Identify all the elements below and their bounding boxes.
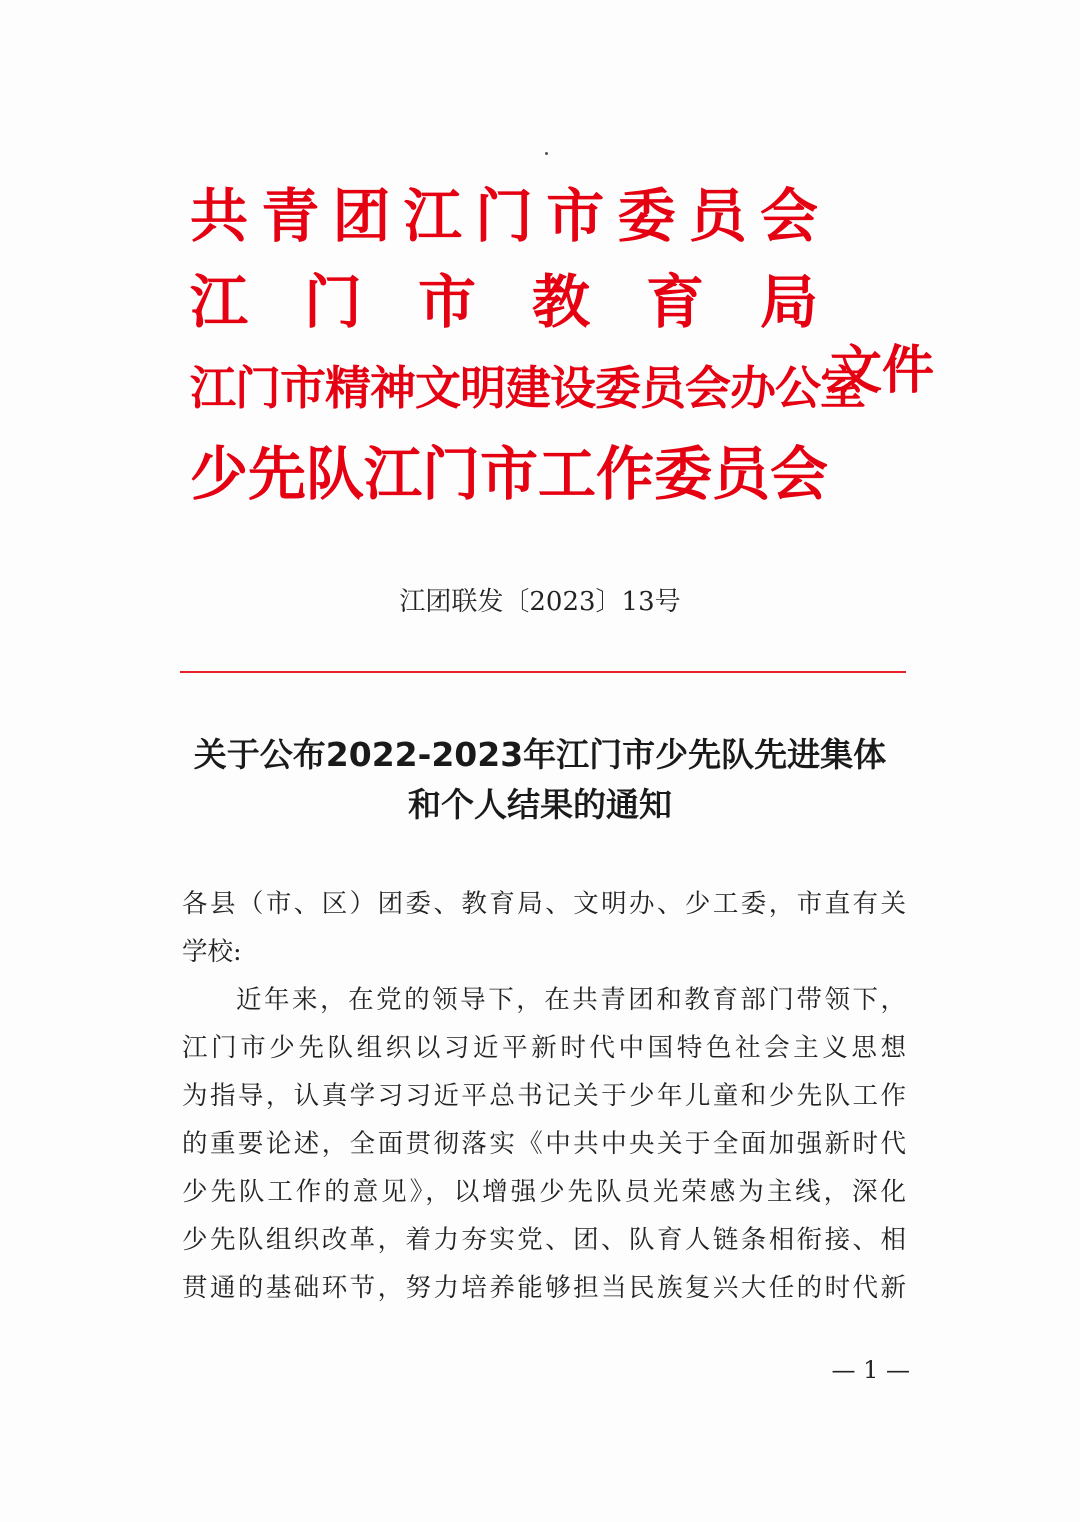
issuer-line-4: 少先队江门市工作委员会: [190, 440, 829, 508]
page-number: — 1 —: [831, 1356, 910, 1384]
paragraph-line: 的重要论述，全面贯彻落实《中共中央关于全面加强新时代: [182, 1129, 906, 1159]
notice-title-line-1: 关于公布2022-2023年江门市少先队先进集体: [193, 735, 887, 774]
document-type-label: 文件: [830, 341, 935, 401]
salutation-line-1: 各县（市、区）团委、教育局、文明办、少工委，市直有关: [182, 889, 906, 919]
paragraph-line: 江门市少先队组织以习近平新时代中国特色社会主义思想: [182, 1033, 906, 1063]
paragraph-line: 少先队组织改革，着力夯实党、团、队育人链条相衔接、相: [182, 1225, 906, 1255]
salutation-line-2: 学校:: [182, 937, 242, 967]
issuer-line-2: 江门市教育局: [190, 268, 818, 336]
paragraph-line: 少先队工作的意见》，以增强少先队员光荣感为主线，深化: [182, 1177, 906, 1207]
issuer-line-1: 共青团江门市委员会: [190, 182, 818, 250]
paragraph-line: 为指导，认真学习习近平总书记关于少年儿童和少先队工作: [182, 1081, 906, 1111]
issuer-line-3: 江门市精神文明建设委员会办公室: [190, 361, 865, 415]
document-number: 江团联发〔2023〕13号: [399, 587, 681, 617]
scan-speck: [545, 152, 548, 155]
paragraph-line: 近年来，在党的领导下，在共青团和教育部门带领下，: [236, 985, 906, 1015]
red-masthead: [190, 178, 935, 518]
paragraph-line: 贯通的基础环节，努力培养能够担当民族复兴大任的时代新: [182, 1273, 906, 1303]
notice-title-line-2: 和个人结果的通知: [408, 785, 672, 824]
red-divider-line: [180, 671, 906, 673]
